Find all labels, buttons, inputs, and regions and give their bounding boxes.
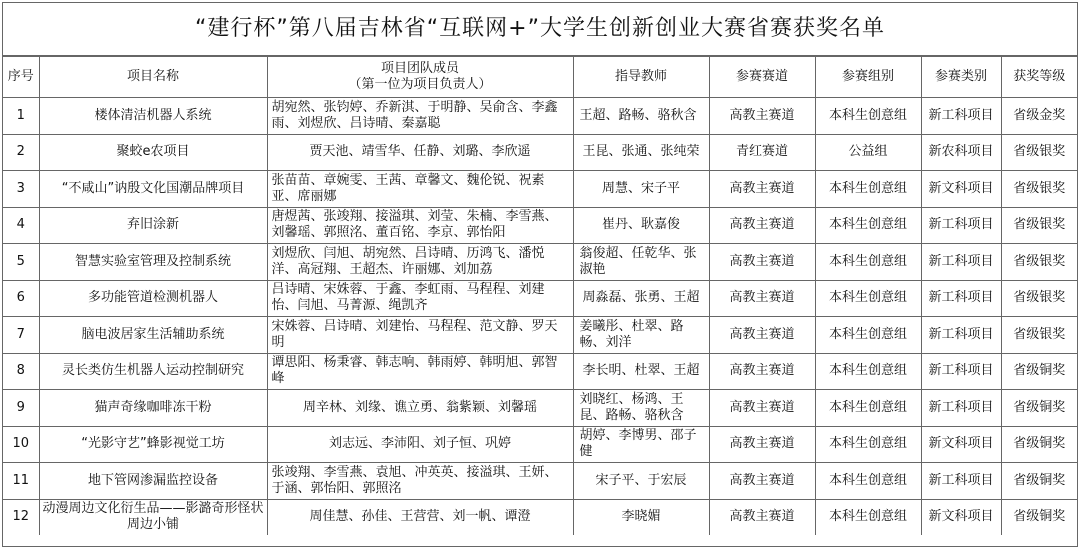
cell-project: 聚蛟e农项目 bbox=[39, 134, 267, 171]
cell-members: 刘志远、李沛阳、刘子恒、巩婷 bbox=[267, 426, 573, 463]
cell-track: 青红赛道 bbox=[709, 134, 815, 171]
cell-award: 省级铜奖 bbox=[1001, 353, 1077, 390]
cell-group: 本科生创意组 bbox=[815, 207, 921, 244]
table-row bbox=[3, 390, 1077, 427]
cell-group: 本科生创意组 bbox=[815, 499, 921, 535]
cell-index: 12 bbox=[3, 499, 39, 535]
cell-category: 新农科项目 bbox=[921, 134, 1001, 171]
cell-category: 新工科项目 bbox=[921, 317, 1001, 354]
cell-members: 吕诗晴、宋姝蓉、于鑫、李虹雨、马程程、刘建怡、闫旭、马菁源、绳凯齐 bbox=[267, 280, 573, 317]
cell-group: 本科生创意组 bbox=[815, 171, 921, 208]
cell-group: 本科生创意组 bbox=[815, 244, 921, 281]
header-teacher: 指导教师 bbox=[573, 57, 709, 98]
header-project: 项目名称 bbox=[39, 57, 267, 98]
cell-category: 新工科项目 bbox=[921, 207, 1001, 244]
cell-teacher: 崔丹、耿嘉俊 bbox=[573, 207, 709, 244]
cell-track: 高教主赛道 bbox=[709, 463, 815, 500]
cell-index: 5 bbox=[3, 244, 39, 281]
cell-index: 10 bbox=[3, 426, 39, 463]
cell-group: 本科生创意组 bbox=[815, 317, 921, 354]
cell-project: “光影守艺”蜂影视觉工坊 bbox=[39, 426, 267, 463]
cell-teacher: 李长明、杜翠、王超 bbox=[573, 353, 709, 390]
cell-category: 新工科项目 bbox=[921, 390, 1001, 427]
document-title: “建行杯”第八届吉林省“互联网+”大学生创新创业大赛省赛获奖名单 bbox=[3, 3, 1077, 56]
cell-category: 新文科项目 bbox=[921, 171, 1001, 208]
header-award: 获奖等级 bbox=[1001, 57, 1077, 98]
cell-teacher: 王超、路畅、骆秋含 bbox=[573, 98, 709, 135]
cell-members: 胡宛然、张钧婷、乔新淇、于明静、吴俞含、李鑫雨、刘煜欣、吕诗晴、秦嘉聪 bbox=[267, 98, 573, 135]
cell-category: 新文科项目 bbox=[921, 426, 1001, 463]
cell-members: 贾天池、靖雪华、任静、刘璐、李欣遥 bbox=[267, 134, 573, 171]
table-row bbox=[3, 426, 1077, 463]
table-row bbox=[3, 499, 1077, 535]
award-table bbox=[3, 56, 1077, 535]
cell-group: 本科生创意组 bbox=[815, 280, 921, 317]
cell-members: 谭思阳、杨秉睿、韩志响、韩雨婷、韩明旭、郭智峰 bbox=[267, 353, 573, 390]
cell-group: 公益组 bbox=[815, 134, 921, 171]
cell-members: 张苗苗、章婉雯、王茜、章馨文、魏伦锐、祝素亚、席丽娜 bbox=[267, 171, 573, 208]
cell-teacher: 胡婷、李博男、邵子健 bbox=[573, 426, 709, 463]
cell-track: 高教主赛道 bbox=[709, 98, 815, 135]
cell-project: 多功能管道检测机器人 bbox=[39, 280, 267, 317]
table-row bbox=[3, 353, 1077, 390]
table-row bbox=[3, 98, 1077, 135]
cell-project: 动漫周边文化衍生品——影潞奇形怪状周边小铺 bbox=[39, 499, 267, 535]
header-members bbox=[267, 57, 573, 98]
header-members-line2: （第一位为项目负责人） bbox=[348, 77, 492, 92]
cell-award: 省级银奖 bbox=[1001, 134, 1077, 171]
cell-index: 7 bbox=[3, 317, 39, 354]
cell-group: 本科生创意组 bbox=[815, 390, 921, 427]
cell-members: 唐煜茜、张竣翔、接溢琪、刘莹、朱楠、李雪燕、刘馨瑶、郭照洺、董百铭、李京、郭怡阳 bbox=[267, 207, 573, 244]
header-category: 参赛类别 bbox=[921, 57, 1001, 98]
cell-teacher: 姜曦彤、杜翠、路畅、刘洋 bbox=[573, 317, 709, 354]
cell-index: 8 bbox=[3, 353, 39, 390]
cell-teacher: 周淼磊、张勇、王超 bbox=[573, 280, 709, 317]
cell-category: 新工科项目 bbox=[921, 280, 1001, 317]
header-row bbox=[3, 57, 1077, 98]
cell-group: 本科生创意组 bbox=[815, 353, 921, 390]
cell-group: 本科生创意组 bbox=[815, 98, 921, 135]
cell-teacher: 王昆、张通、张纯荣 bbox=[573, 134, 709, 171]
header-index: 序号 bbox=[3, 57, 39, 98]
cell-index: 11 bbox=[3, 463, 39, 500]
cell-track: 高教主赛道 bbox=[709, 426, 815, 463]
cell-group: 本科生创意组 bbox=[815, 463, 921, 500]
award-list-document bbox=[2, 2, 1078, 547]
cell-category: 新工科项目 bbox=[921, 98, 1001, 135]
cell-members: 张竣翔、李雪燕、袁旭、冲英英、接溢琪、王妍、于涵、郭怡阳、郭照洺 bbox=[267, 463, 573, 500]
cell-award: 省级金奖 bbox=[1001, 98, 1077, 135]
cell-index: 3 bbox=[3, 171, 39, 208]
cell-project: “不咸山”讷殷文化国潮品牌项目 bbox=[39, 171, 267, 208]
cell-track: 高教主赛道 bbox=[709, 499, 815, 535]
cell-track: 高教主赛道 bbox=[709, 244, 815, 281]
cell-track: 高教主赛道 bbox=[709, 353, 815, 390]
cell-teacher: 李晓媚 bbox=[573, 499, 709, 535]
table-row bbox=[3, 463, 1077, 500]
cell-group: 本科生创意组 bbox=[815, 426, 921, 463]
cell-track: 高教主赛道 bbox=[709, 317, 815, 354]
cell-award: 省级铜奖 bbox=[1001, 390, 1077, 427]
cell-teacher: 周慧、宋子平 bbox=[573, 171, 709, 208]
cell-track: 高教主赛道 bbox=[709, 171, 815, 208]
cell-project: 弃旧涂新 bbox=[39, 207, 267, 244]
table-row bbox=[3, 244, 1077, 281]
cell-teacher: 翁俊超、任乾华、张淑艳 bbox=[573, 244, 709, 281]
cell-teacher: 刘晓红、杨鸿、王昆、路畅、骆秋含 bbox=[573, 390, 709, 427]
cell-index: 9 bbox=[3, 390, 39, 427]
cell-award: 省级银奖 bbox=[1001, 317, 1077, 354]
cell-index: 1 bbox=[3, 98, 39, 135]
cell-award: 省级银奖 bbox=[1001, 244, 1077, 281]
cell-index: 2 bbox=[3, 134, 39, 171]
cell-project: 智慧实验室管理及控制系统 bbox=[39, 244, 267, 281]
cell-award: 省级铜奖 bbox=[1001, 463, 1077, 500]
table-row bbox=[3, 207, 1077, 244]
cell-project: 猫声奇缘咖啡冻干粉 bbox=[39, 390, 267, 427]
cell-members: 宋姝蓉、吕诗晴、刘建怡、马程程、范文静、罗天明 bbox=[267, 317, 573, 354]
table-row bbox=[3, 171, 1077, 208]
cell-award: 省级铜奖 bbox=[1001, 499, 1077, 535]
cell-track: 高教主赛道 bbox=[709, 280, 815, 317]
cell-index: 6 bbox=[3, 280, 39, 317]
cell-members: 刘煜欣、闫旭、胡宛然、吕诗晴、历鸿飞、潘悦洋、高冠翔、王超杰、许丽娜、刘加荔 bbox=[267, 244, 573, 281]
cell-category: 新工科项目 bbox=[921, 353, 1001, 390]
table-row bbox=[3, 280, 1077, 317]
cell-award: 省级银奖 bbox=[1001, 207, 1077, 244]
cell-members: 周辛林、刘缘、谯立勇、翁紫颖、刘馨瑶 bbox=[267, 390, 573, 427]
cell-members: 周佳慧、孙佳、王营营、刘一帆、谭澄 bbox=[267, 499, 573, 535]
cell-project: 脑电波居家生活辅助系统 bbox=[39, 317, 267, 354]
cell-track: 高教主赛道 bbox=[709, 390, 815, 427]
cell-category: 新工科项目 bbox=[921, 463, 1001, 500]
cell-track: 高教主赛道 bbox=[709, 207, 815, 244]
header-group: 参赛组别 bbox=[815, 57, 921, 98]
cell-category: 新文科项目 bbox=[921, 499, 1001, 535]
cell-award: 省级铜奖 bbox=[1001, 426, 1077, 463]
cell-teacher: 宋子平、于宏辰 bbox=[573, 463, 709, 500]
cell-project: 地下管网渗漏监控设备 bbox=[39, 463, 267, 500]
cell-award: 省级银奖 bbox=[1001, 280, 1077, 317]
cell-project: 灵长类仿生机器人运动控制研究 bbox=[39, 353, 267, 390]
cell-index: 4 bbox=[3, 207, 39, 244]
header-members-line1: 项目团队成员 bbox=[380, 61, 459, 76]
table-row bbox=[3, 134, 1077, 171]
header-track: 参赛赛道 bbox=[709, 57, 815, 98]
cell-award: 省级银奖 bbox=[1001, 171, 1077, 208]
cell-category: 新工科项目 bbox=[921, 244, 1001, 281]
table-row bbox=[3, 317, 1077, 354]
cell-project: 楼体清洁机器人系统 bbox=[39, 98, 267, 135]
